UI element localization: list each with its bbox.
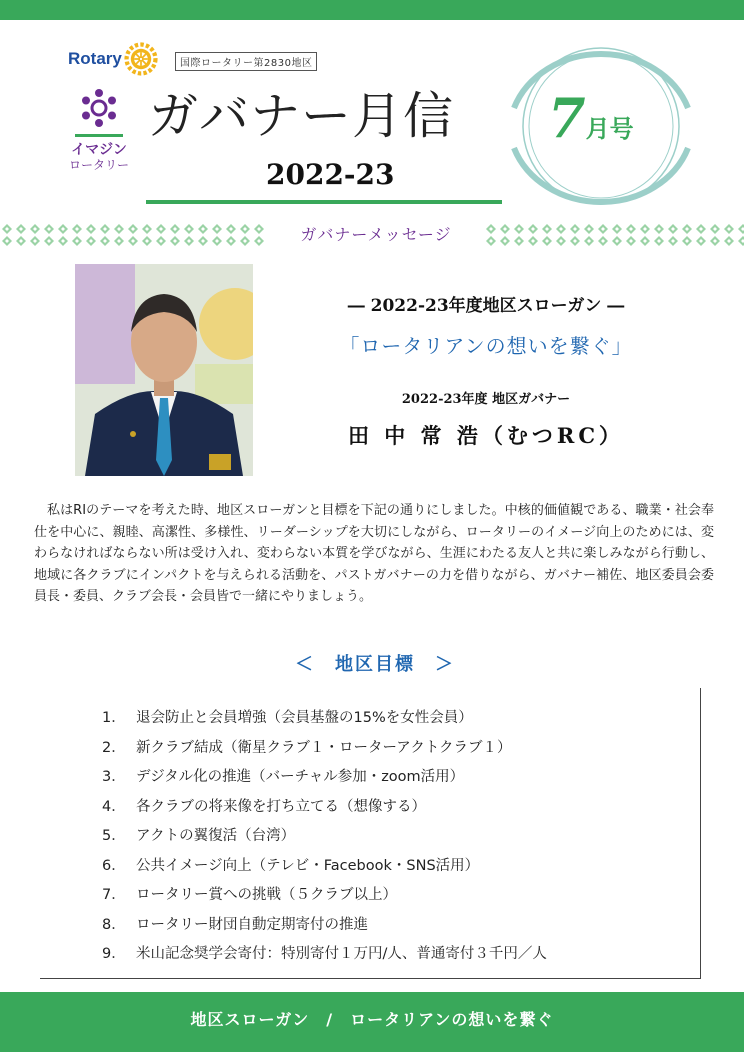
decorative-pattern-right <box>484 223 744 247</box>
goal-item: 2． 新クラブ結成（衛星クラブ１・ローターアクトクラブ１） <box>102 739 512 756</box>
slogan-quote: 「ロータリアンの想いを繋ぐ」 <box>339 334 633 358</box>
rotary-wheel-icon <box>124 42 158 76</box>
governor-name: 田 中 常 浩（むつRC） <box>347 423 625 448</box>
goals-heading: ＜ 地区目標 ＞ <box>295 654 455 675</box>
imagine-rotary-mark <box>64 88 134 173</box>
goals-box <box>40 688 701 979</box>
slogan-heading: ― 2022-23年度地区スローガン ― <box>347 296 625 316</box>
rotary-logo <box>68 42 158 76</box>
goal-item: 7． ロータリー賞への挑戦（５クラブ以上） <box>102 887 397 903</box>
goals-list <box>102 704 547 970</box>
rotary-wordmark: Rotary <box>68 49 122 68</box>
imagine-divider <box>75 134 123 137</box>
goal-item: 1． 退会防止と会員増強（会員基盤の15%を女性会員） <box>102 710 473 726</box>
governor-portrait <box>75 264 253 476</box>
decorative-pattern-left <box>0 223 268 247</box>
goal-item: 5． アクトの翼復活（台湾） <box>102 828 296 844</box>
newsletter-year: 2022-23 <box>266 158 395 191</box>
month-suffix: 月号 <box>585 114 634 143</box>
district-label: 国際ロータリー第2830地区 <box>175 52 317 71</box>
goal-item: 3． デジタル化の推進（バーチャル参加・zoom活用） <box>102 769 465 785</box>
goal-item: 4． 各クラブの将来像を打ち立てる（想像する） <box>102 798 426 815</box>
section-label: ガバナーメッセージ <box>300 225 452 244</box>
imagine-title: イマジン <box>71 142 127 158</box>
goal-item: 6． 公共イメージ向上（テレビ・Facebook・SNS活用） <box>102 857 480 874</box>
goal-item: 9． 米山記念奨学会寄付：特別寄付１万円/人、普通寄付３千円／人 <box>102 946 547 962</box>
month-badge <box>548 86 634 150</box>
goal-item: 8． ロータリー財団自動定期寄付の推進 <box>102 916 368 933</box>
imagine-flower-icon <box>79 88 119 128</box>
top-green-bar <box>0 0 744 20</box>
newsletter-title: ガバナー月信 <box>148 87 454 145</box>
governor-message: 私はRIのテーマを考えた時、地区スローガンと目標を下記の通りにしました。中核的価値観である、職業・社会奉仕を中心に、親睦、高潔性、多様性、リーダーシップを大切にしながら、ロータリーのイメージ向上のためには、変わらなければならない所は受け入れ、変わらない本質を学びながら、生涯にわたる友人と共に楽しみながら行動し、地域に各クラブにインパクトを与えられる活動を、パストガバナーの力を借りながら、ガバナー補佐、地区委員会委員長・委員、クラブ会長・会員皆で一緒にやりましょう。 <box>34 503 714 604</box>
governor-role: 2022-23年度 地区ガバナー <box>401 392 571 407</box>
footer-slogan-bar: 地区スローガン / ロータリアンの想いを繋ぐ <box>0 992 744 1052</box>
title-underline <box>146 200 502 204</box>
month-number: 7 <box>548 86 586 150</box>
imagine-subtitle: ロータリー <box>68 158 129 172</box>
